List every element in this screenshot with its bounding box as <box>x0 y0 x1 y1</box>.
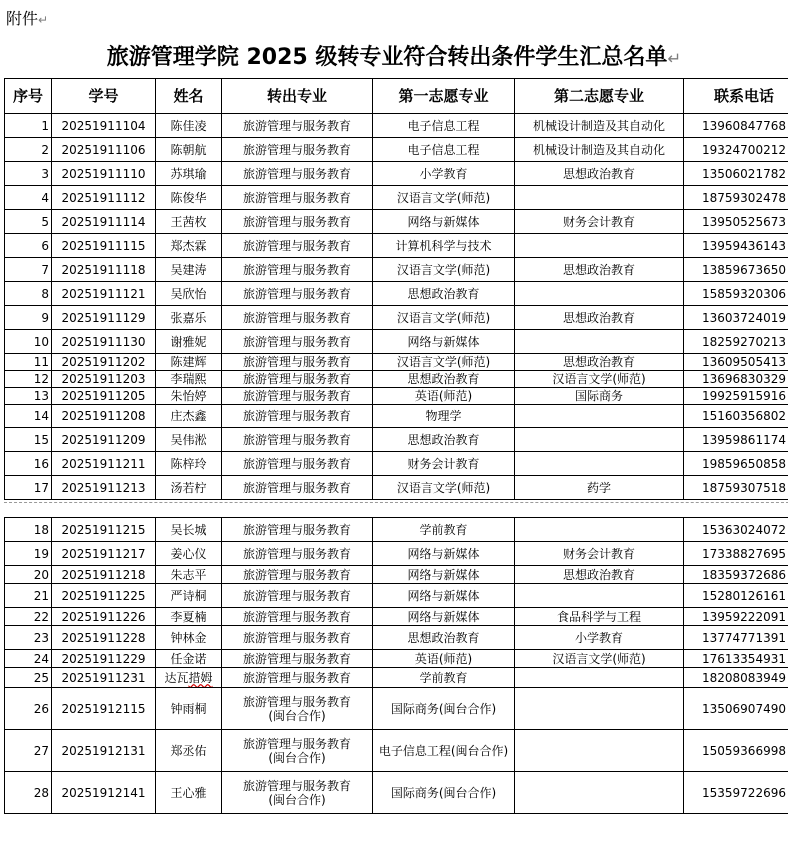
cell-name: 李瑞熙 <box>156 371 222 388</box>
table-row <box>5 772 788 814</box>
cell-first-choice: 汉语言文学(师范) <box>373 476 515 500</box>
cell-no: 19 <box>5 542 52 566</box>
cell-no: 24 <box>5 650 52 668</box>
cell-from-major: 旅游管理与服务教育 <box>222 330 373 354</box>
from-major-line1: 旅游管理与服务教育 <box>242 694 351 709</box>
cell-first-choice: 思想政治教育 <box>373 371 515 388</box>
cell-second-choice <box>515 282 684 306</box>
cell-student-id: 20251911115 <box>52 234 156 258</box>
cell-phone: 18759302478 <box>684 186 788 210</box>
table-row <box>5 138 788 162</box>
cell-student-id: 20251911228 <box>52 626 156 650</box>
header-second-choice: 第二志愿专业 <box>515 79 684 114</box>
table-row <box>5 730 788 772</box>
cell-second-choice: 财务会计教育 <box>515 542 684 566</box>
table-row <box>5 452 788 476</box>
cell-no: 16 <box>5 452 52 476</box>
header-first-choice: 第一志愿专业 <box>373 79 515 114</box>
cell-from-major: 旅游管理与服务教育 <box>222 584 373 608</box>
cell-phone: 13603724019 <box>684 306 788 330</box>
cell-second-choice <box>515 518 684 542</box>
student-table-continued <box>4 517 788 814</box>
cell-no: 8 <box>5 282 52 306</box>
table-body-page2 <box>5 518 788 814</box>
cell-name: 陈俊华 <box>156 186 222 210</box>
cell-from-major: 旅游管理与服务教育 <box>222 138 373 162</box>
table-row <box>5 114 788 138</box>
cell-phone: 15859320306 <box>684 282 788 306</box>
page-title: 旅游管理学院 2025 级转专业符合转出条件学生汇总名单↵ <box>106 45 682 70</box>
cell-no: 26 <box>5 688 52 730</box>
cell-student-id: 20251911110 <box>52 162 156 186</box>
student-table <box>4 78 788 500</box>
cell-phone: 18359372686 <box>684 566 788 584</box>
cell-student-id: 20251911114 <box>52 210 156 234</box>
cell-first-choice: 网络与新媒体 <box>373 330 515 354</box>
cell-name: 张嘉乐 <box>156 306 222 330</box>
cell-no: 3 <box>5 162 52 186</box>
cell-phone: 15160356802 <box>684 405 788 428</box>
cell-phone: 18759307518 <box>684 476 788 500</box>
cell-no: 5 <box>5 210 52 234</box>
cell-second-choice <box>515 688 684 730</box>
cell-first-choice: 电子信息工程 <box>373 114 515 138</box>
table-row <box>5 234 788 258</box>
table-row <box>5 306 788 330</box>
cell-phone: 13609505413 <box>684 354 788 371</box>
table-row <box>5 210 788 234</box>
header-no: 序号 <box>5 79 52 114</box>
cell-second-choice: 国际商务 <box>515 388 684 405</box>
cell-phone: 13959222091 <box>684 608 788 626</box>
cell-first-choice: 学前教育 <box>373 518 515 542</box>
cell-name: 任金诺 <box>156 650 222 668</box>
cell-student-id: 20251911213 <box>52 476 156 500</box>
cell-name: 汤若柠 <box>156 476 222 500</box>
cell-name: 朱怡婷 <box>156 388 222 405</box>
attachment-label: 附件↵ <box>6 9 49 28</box>
cell-no: 11 <box>5 354 52 371</box>
cell-no: 10 <box>5 330 52 354</box>
cell-phone: 13859673650 <box>684 258 788 282</box>
cell-from-major <box>222 688 373 730</box>
cell-second-choice: 小学教育 <box>515 626 684 650</box>
cell-second-choice <box>515 452 684 476</box>
cell-from-major: 旅游管理与服务教育 <box>222 234 373 258</box>
cell-from-major: 旅游管理与服务教育 <box>222 258 373 282</box>
cell-student-id: 20251911205 <box>52 388 156 405</box>
cell-no: 23 <box>5 626 52 650</box>
cell-first-choice: 小学教育 <box>373 162 515 186</box>
cell-name: 陈建辉 <box>156 354 222 371</box>
cell-phone: 13774771391 <box>684 626 788 650</box>
cell-no: 25 <box>5 668 52 688</box>
cell-student-id: 20251911218 <box>52 566 156 584</box>
cell-first-choice: 电子信息工程 <box>373 138 515 162</box>
cell-name: 朱志平 <box>156 566 222 584</box>
cell-name: 吴建涛 <box>156 258 222 282</box>
cell-second-choice <box>515 772 684 814</box>
cell-student-id: 20251911130 <box>52 330 156 354</box>
cell-from-major: 旅游管理与服务教育 <box>222 518 373 542</box>
cell-name <box>156 668 222 688</box>
cell-student-id: 20251911121 <box>52 282 156 306</box>
cell-second-choice: 财务会计教育 <box>515 210 684 234</box>
cell-no: 7 <box>5 258 52 282</box>
header-from-major: 转出专业 <box>222 79 373 114</box>
cell-phone: 13696830329 <box>684 371 788 388</box>
cell-first-choice: 汉语言文学(师范) <box>373 354 515 371</box>
cell-from-major <box>222 730 373 772</box>
cell-student-id: 20251911104 <box>52 114 156 138</box>
cell-phone: 13506021782 <box>684 162 788 186</box>
cell-student-id: 20251911225 <box>52 584 156 608</box>
cell-student-id: 20251911215 <box>52 518 156 542</box>
from-major-line1: 旅游管理与服务教育 <box>242 736 351 751</box>
cell-phone: 15059366998 <box>684 730 788 772</box>
cell-student-id: 20251911209 <box>52 428 156 452</box>
cell-phone: 19324700212 <box>684 138 788 162</box>
from-major-line2: (闽台合作) <box>268 708 326 723</box>
cell-phone: 18208083949 <box>684 668 788 688</box>
table-row <box>5 405 788 428</box>
cell-phone: 13959436143 <box>684 234 788 258</box>
cell-second-choice <box>515 330 684 354</box>
table-row <box>5 518 788 542</box>
cell-phone: 13960847768 <box>684 114 788 138</box>
cell-second-choice: 机械设计制造及其自动化 <box>515 114 684 138</box>
cell-from-major: 旅游管理与服务教育 <box>222 162 373 186</box>
table-row <box>5 668 788 688</box>
table-row <box>5 162 788 186</box>
cell-no: 14 <box>5 405 52 428</box>
cell-student-id: 20251911202 <box>52 354 156 371</box>
cell-from-major: 旅游管理与服务教育 <box>222 476 373 500</box>
cell-from-major: 旅游管理与服务教育 <box>222 428 373 452</box>
table-row <box>5 330 788 354</box>
cell-from-major: 旅游管理与服务教育 <box>222 452 373 476</box>
table-row <box>5 258 788 282</box>
cell-second-choice <box>515 234 684 258</box>
cell-from-major <box>222 772 373 814</box>
cell-no: 13 <box>5 388 52 405</box>
cell-no: 18 <box>5 518 52 542</box>
cell-name: 谢雅妮 <box>156 330 222 354</box>
cell-from-major: 旅游管理与服务教育 <box>222 388 373 405</box>
cell-first-choice: 网络与新媒体 <box>373 542 515 566</box>
cell-second-choice <box>515 730 684 772</box>
cell-phone: 19925915916 <box>684 388 788 405</box>
cell-phone: 13950525673 <box>684 210 788 234</box>
cell-name: 郑丞佑 <box>156 730 222 772</box>
cell-phone: 15359722696 <box>684 772 788 814</box>
cell-first-choice: 计算机科学与技术 <box>373 234 515 258</box>
cell-student-id: 20251912141 <box>52 772 156 814</box>
cell-first-choice: 思想政治教育 <box>373 626 515 650</box>
cell-name: 陈朝航 <box>156 138 222 162</box>
cell-student-id: 20251911112 <box>52 186 156 210</box>
table-row <box>5 428 788 452</box>
cell-no: 20 <box>5 566 52 584</box>
cell-student-id: 20251911229 <box>52 650 156 668</box>
cell-no: 1 <box>5 114 52 138</box>
cell-student-id: 20251911231 <box>52 668 156 688</box>
cell-no: 27 <box>5 730 52 772</box>
cell-second-choice: 机械设计制造及其自动化 <box>515 138 684 162</box>
cell-second-choice: 汉语言文学(师范) <box>515 371 684 388</box>
cell-student-id: 20251911106 <box>52 138 156 162</box>
name-part: 达瓦 <box>164 670 189 685</box>
cell-from-major: 旅游管理与服务教育 <box>222 405 373 428</box>
cell-first-choice: 财务会计教育 <box>373 452 515 476</box>
table-row <box>5 650 788 668</box>
cell-first-choice: 国际商务(闽台合作) <box>373 772 515 814</box>
cell-name: 严诗桐 <box>156 584 222 608</box>
cell-phone: 15363024072 <box>684 518 788 542</box>
cell-second-choice: 思想政治教育 <box>515 354 684 371</box>
cell-no: 6 <box>5 234 52 258</box>
cell-student-id: 20251911208 <box>52 405 156 428</box>
from-major-line2: (闽台合作) <box>268 750 326 765</box>
cell-first-choice: 思想政治教育 <box>373 428 515 452</box>
spellcheck-underline: 措姆 <box>188 670 213 685</box>
cell-no: 2 <box>5 138 52 162</box>
cell-second-choice: 思想政治教育 <box>515 162 684 186</box>
cell-name: 钟雨桐 <box>156 688 222 730</box>
cell-second-choice: 食品科学与工程 <box>515 608 684 626</box>
cell-first-choice: 英语(师范) <box>373 388 515 405</box>
cell-first-choice: 网络与新媒体 <box>373 608 515 626</box>
table-row <box>5 388 788 405</box>
table-row <box>5 542 788 566</box>
cell-no: 4 <box>5 186 52 210</box>
cell-name: 吴伟淞 <box>156 428 222 452</box>
cell-phone: 13506907490 <box>684 688 788 730</box>
cell-name: 吴欣怡 <box>156 282 222 306</box>
cell-name: 李夏楠 <box>156 608 222 626</box>
cell-phone: 19859650858 <box>684 452 788 476</box>
cell-from-major: 旅游管理与服务教育 <box>222 566 373 584</box>
cell-phone: 17613354931 <box>684 650 788 668</box>
cell-phone: 18259270213 <box>684 330 788 354</box>
cell-second-choice: 汉语言文学(师范) <box>515 650 684 668</box>
cell-name: 郑杰霖 <box>156 234 222 258</box>
cell-student-id: 20251911226 <box>52 608 156 626</box>
table-row <box>5 186 788 210</box>
table-row <box>5 282 788 306</box>
cell-student-id: 20251911211 <box>52 452 156 476</box>
cell-second-choice: 思想政治教育 <box>515 258 684 282</box>
from-major-line1: 旅游管理与服务教育 <box>242 778 351 793</box>
cell-from-major: 旅游管理与服务教育 <box>222 306 373 330</box>
cell-name: 吴长城 <box>156 518 222 542</box>
cell-no: 15 <box>5 428 52 452</box>
table-row <box>5 476 788 500</box>
cell-second-choice <box>515 584 684 608</box>
cell-student-id: 20251912131 <box>52 730 156 772</box>
cell-from-major: 旅游管理与服务教育 <box>222 542 373 566</box>
cell-no: 28 <box>5 772 52 814</box>
page-break <box>4 502 788 517</box>
header-student-id: 学号 <box>52 79 156 114</box>
cell-name: 陈梓玲 <box>156 452 222 476</box>
cell-phone: 17338827695 <box>684 542 788 566</box>
cell-second-choice: 思想政治教育 <box>515 306 684 330</box>
cell-student-id: 20251912115 <box>52 688 156 730</box>
cell-second-choice <box>515 186 684 210</box>
table-header-row <box>5 79 788 114</box>
cell-no: 9 <box>5 306 52 330</box>
cell-second-choice: 思想政治教育 <box>515 566 684 584</box>
cell-second-choice <box>515 668 684 688</box>
cell-from-major: 旅游管理与服务教育 <box>222 650 373 668</box>
header-name: 姓名 <box>156 79 222 114</box>
table-row <box>5 688 788 730</box>
cell-first-choice: 网络与新媒体 <box>373 566 515 584</box>
table-row <box>5 371 788 388</box>
cell-name: 庄杰鑫 <box>156 405 222 428</box>
from-major-line2: (闽台合作) <box>268 792 326 807</box>
cell-second-choice <box>515 405 684 428</box>
cell-from-major: 旅游管理与服务教育 <box>222 626 373 650</box>
cell-first-choice: 汉语言文学(师范) <box>373 306 515 330</box>
cell-from-major: 旅游管理与服务教育 <box>222 114 373 138</box>
table-row <box>5 608 788 626</box>
header-phone: 联系电话 <box>684 79 788 114</box>
cell-first-choice: 物理学 <box>373 405 515 428</box>
cell-from-major: 旅游管理与服务教育 <box>222 371 373 388</box>
table-body-page1 <box>5 114 788 500</box>
cell-from-major: 旅游管理与服务教育 <box>222 354 373 371</box>
cell-phone: 15280126161 <box>684 584 788 608</box>
cell-first-choice: 网络与新媒体 <box>373 210 515 234</box>
cell-first-choice: 电子信息工程(闽台合作) <box>373 730 515 772</box>
cell-first-choice: 思想政治教育 <box>373 282 515 306</box>
cell-from-major: 旅游管理与服务教育 <box>222 608 373 626</box>
cell-no: 12 <box>5 371 52 388</box>
cell-name: 姜心仪 <box>156 542 222 566</box>
cell-student-id: 20251911129 <box>52 306 156 330</box>
cell-no: 21 <box>5 584 52 608</box>
cell-second-choice: 药学 <box>515 476 684 500</box>
cell-first-choice: 国际商务(闽台合作) <box>373 688 515 730</box>
table-row <box>5 354 788 371</box>
cell-from-major: 旅游管理与服务教育 <box>222 210 373 234</box>
cell-first-choice: 学前教育 <box>373 668 515 688</box>
cell-no: 22 <box>5 608 52 626</box>
table-row <box>5 566 788 584</box>
cell-name: 王心雅 <box>156 772 222 814</box>
cell-name: 钟林金 <box>156 626 222 650</box>
cell-first-choice: 汉语言文学(师范) <box>373 258 515 282</box>
cell-name: 陈佳凌 <box>156 114 222 138</box>
student-table-wrapper <box>4 78 788 814</box>
cell-first-choice: 网络与新媒体 <box>373 584 515 608</box>
cell-name: 苏琪瑜 <box>156 162 222 186</box>
table-row <box>5 584 788 608</box>
cell-first-choice: 汉语言文学(师范) <box>373 186 515 210</box>
cell-phone: 13959861174 <box>684 428 788 452</box>
cell-second-choice <box>515 428 684 452</box>
cell-student-id: 20251911217 <box>52 542 156 566</box>
cell-name: 王茜枚 <box>156 210 222 234</box>
cell-student-id: 20251911203 <box>52 371 156 388</box>
cell-first-choice: 英语(师范) <box>373 650 515 668</box>
table-row <box>5 626 788 650</box>
cell-student-id: 20251911118 <box>52 258 156 282</box>
cell-from-major: 旅游管理与服务教育 <box>222 668 373 688</box>
cell-no: 17 <box>5 476 52 500</box>
cell-from-major: 旅游管理与服务教育 <box>222 186 373 210</box>
cell-from-major: 旅游管理与服务教育 <box>222 282 373 306</box>
